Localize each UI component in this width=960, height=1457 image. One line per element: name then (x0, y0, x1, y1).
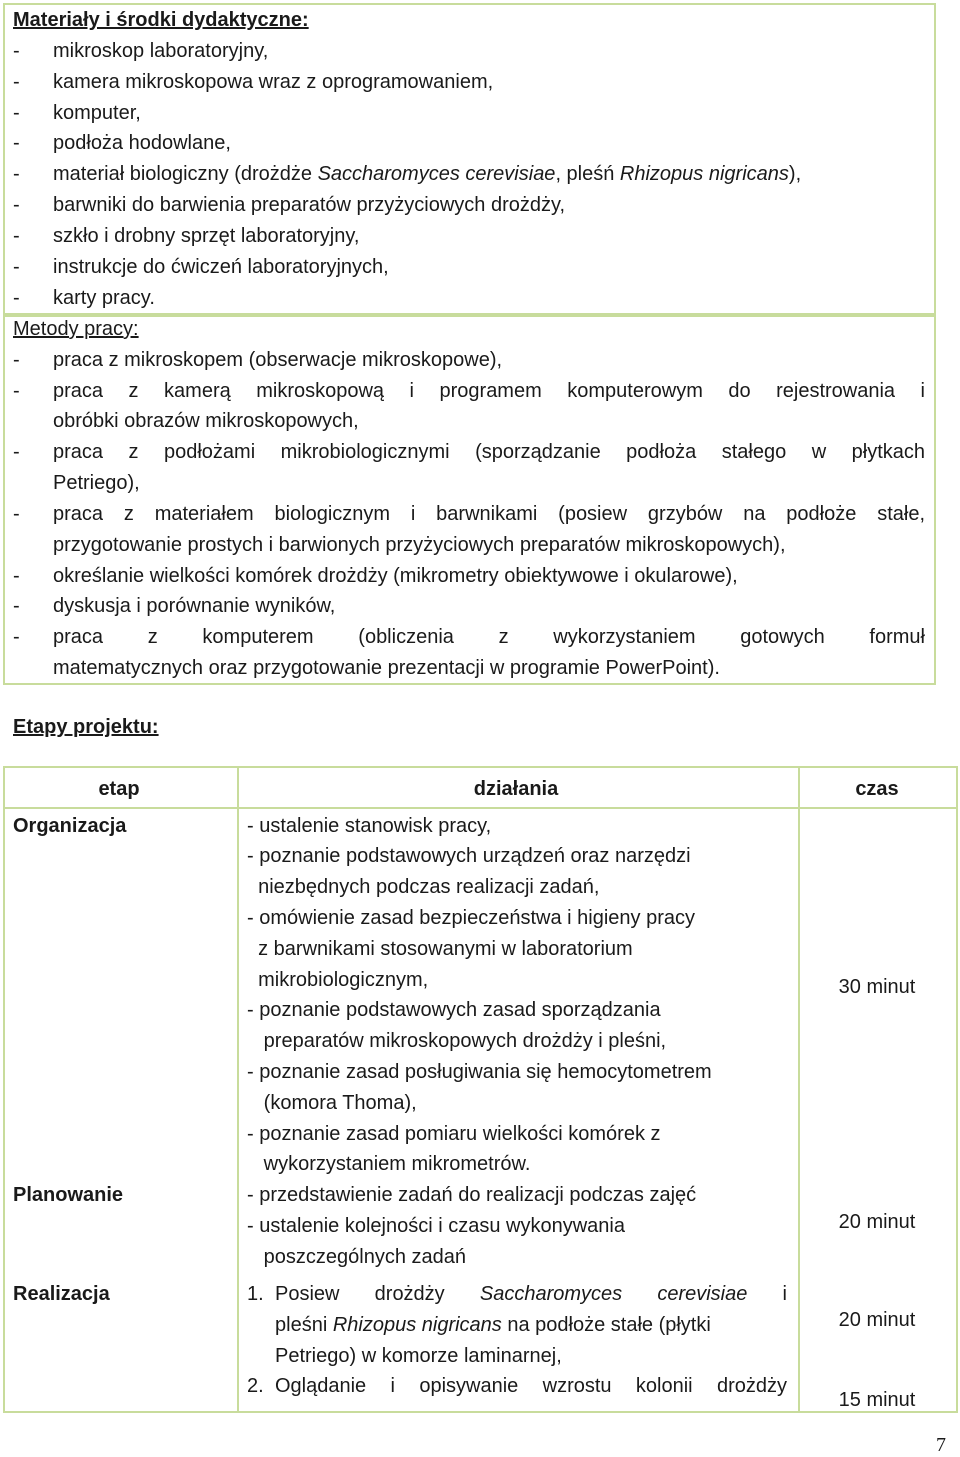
text: , pleśń (555, 163, 620, 185)
methods-heading: Metody pracy: (13, 318, 139, 340)
material-item: karty pracy. (53, 287, 155, 309)
time-planowanie: 20 minut (838, 1211, 916, 1233)
action-line: - omówienie zasad bezpieczeństwa i higieny pracy (247, 907, 696, 929)
page-number: 7 (936, 1434, 946, 1456)
dash: - (13, 40, 20, 62)
table-header-time: czas (855, 778, 899, 800)
stage-organizacja: Organizacja (13, 815, 127, 837)
action-line: Oglądanie i opisywanie wzrostu kolonii drożdży (275, 1375, 787, 1397)
header-divider (5, 807, 956, 809)
dash: - (13, 163, 20, 185)
stage-planowanie: Planowanie (13, 1184, 124, 1206)
material-item: kamera mikroskopowa wraz z oprogramowaniem, (53, 71, 494, 93)
action-line: poszczególnych zadań (247, 1246, 467, 1268)
dash: - (13, 102, 20, 124)
action-line: mikrobiologicznym, (247, 969, 429, 991)
time-organizacja: 30 minut (838, 976, 916, 998)
dash: - (13, 71, 20, 93)
action-line: (komora Thoma), (247, 1092, 417, 1114)
action-line: - poznanie zasad pomiaru wielkości komórek z (247, 1123, 661, 1145)
material-item: mikroskop laboratoryjny, (53, 40, 269, 62)
text: na podłoże stałe (płytki (501, 1314, 711, 1336)
method-item: praca z komputerem (obliczenia z wykorzystaniem gotowych formuł (53, 626, 925, 648)
material-item-biological (53, 162, 801, 186)
action-line: - poznanie podstawowych zasad sporządzania (247, 999, 661, 1021)
dash: - (13, 565, 20, 587)
dash: - (13, 503, 20, 525)
dash: - (13, 626, 20, 648)
species-name: Rhizopus nigricans (619, 163, 789, 185)
text: materiał biologiczny (drożdże (53, 163, 318, 185)
method-item: praca z materiałem biologicznym i barwnikami (posiew grzybów na podłoże stałe, (53, 503, 925, 525)
materials-heading: Materiały i środki dydaktyczne: (13, 9, 309, 31)
time-realizacja-2: 15 minut (838, 1389, 916, 1411)
dash: - (13, 595, 20, 617)
column-divider (237, 768, 239, 1411)
action-line: - poznanie podstawowych urządzeń oraz narzędzi (247, 845, 691, 867)
dash: - (13, 225, 20, 247)
action-line: niezbędnych podczas realizacji zadań, (247, 876, 600, 898)
method-item: określanie wielkości komórek drożdży (mikrometry obiektywowe i okularowe), (53, 565, 738, 587)
method-item-cont: obróbki obrazów mikroskopowych, (53, 410, 359, 432)
text: ), (788, 163, 802, 185)
list-number: 2. (247, 1375, 264, 1397)
action-line: - poznanie zasad posługiwania się hemocytometrem (247, 1061, 712, 1083)
text: Posiew drożdży (275, 1283, 480, 1305)
action-line: - przedstawienie zadań do realizacji podczas zajęć (247, 1184, 697, 1206)
table-header-stage: etap (98, 778, 140, 800)
species-name: Rhizopus nigricans (332, 1314, 502, 1336)
method-item: dyskusja i porównanie wyników, (53, 595, 336, 617)
material-item: szkło i drobny sprzęt laboratoryjny, (53, 225, 360, 247)
stage-realizacja: Realizacja (13, 1283, 110, 1305)
time-realizacja-1: 20 minut (838, 1309, 916, 1331)
material-item: komputer, (53, 102, 141, 124)
method-item: praca z kamerą mikroskopową i programem komputerowym do rejestrowania i (53, 380, 925, 402)
material-item: podłoża hodowlane, (53, 132, 231, 154)
dash: - (13, 132, 20, 154)
action-line: Petriego) w komorze laminarnej, (275, 1345, 562, 1367)
dash: - (13, 194, 20, 216)
action-line (275, 1282, 787, 1306)
action-line: - ustalenie kolejności i czasu wykonywania (247, 1215, 625, 1237)
list-number: 1. (247, 1283, 264, 1305)
text: pleśni (275, 1314, 333, 1336)
material-item: instrukcje do ćwiczeń laboratoryjnych, (53, 256, 389, 278)
dash: - (13, 441, 20, 463)
stages-heading: Etapy projektu: (13, 716, 159, 738)
method-item-cont: matematycznych oraz przygotowanie prezentacji w programie PowerPoint). (53, 657, 720, 679)
material-item: barwniki do barwienia preparatów przyżyciowych drożdży, (53, 194, 566, 216)
species-name: Saccharomyces cerevisiae (479, 1283, 748, 1305)
action-line: - ustalenie stanowisk pracy, (247, 815, 492, 837)
method-item: praca z mikroskopem (obserwacje mikroskopowe), (53, 349, 503, 371)
table-header-actions: działania (473, 778, 559, 800)
method-item-cont: przygotowanie prostych i barwionych przyżyciowych preparatów mikroskopowych), (53, 534, 786, 556)
dash: - (13, 287, 20, 309)
action-line: preparatów mikroskopowych drożdży i pleśni, (247, 1030, 667, 1052)
action-line (275, 1313, 711, 1337)
species-name: Saccharomyces cerevisiae (317, 163, 556, 185)
text: i (747, 1283, 787, 1305)
method-item-cont: Petriego), (53, 472, 140, 494)
action-line: z barwnikami stosowanymi w laboratorium (247, 938, 633, 960)
dash: - (13, 256, 20, 278)
dash: - (13, 349, 20, 371)
action-line: wykorzystaniem mikrometrów. (247, 1153, 531, 1175)
method-item: praca z podłożami mikrobiologicznymi (sporządzanie podłoża stałego w płytkach (53, 441, 925, 463)
dash: - (13, 380, 20, 402)
